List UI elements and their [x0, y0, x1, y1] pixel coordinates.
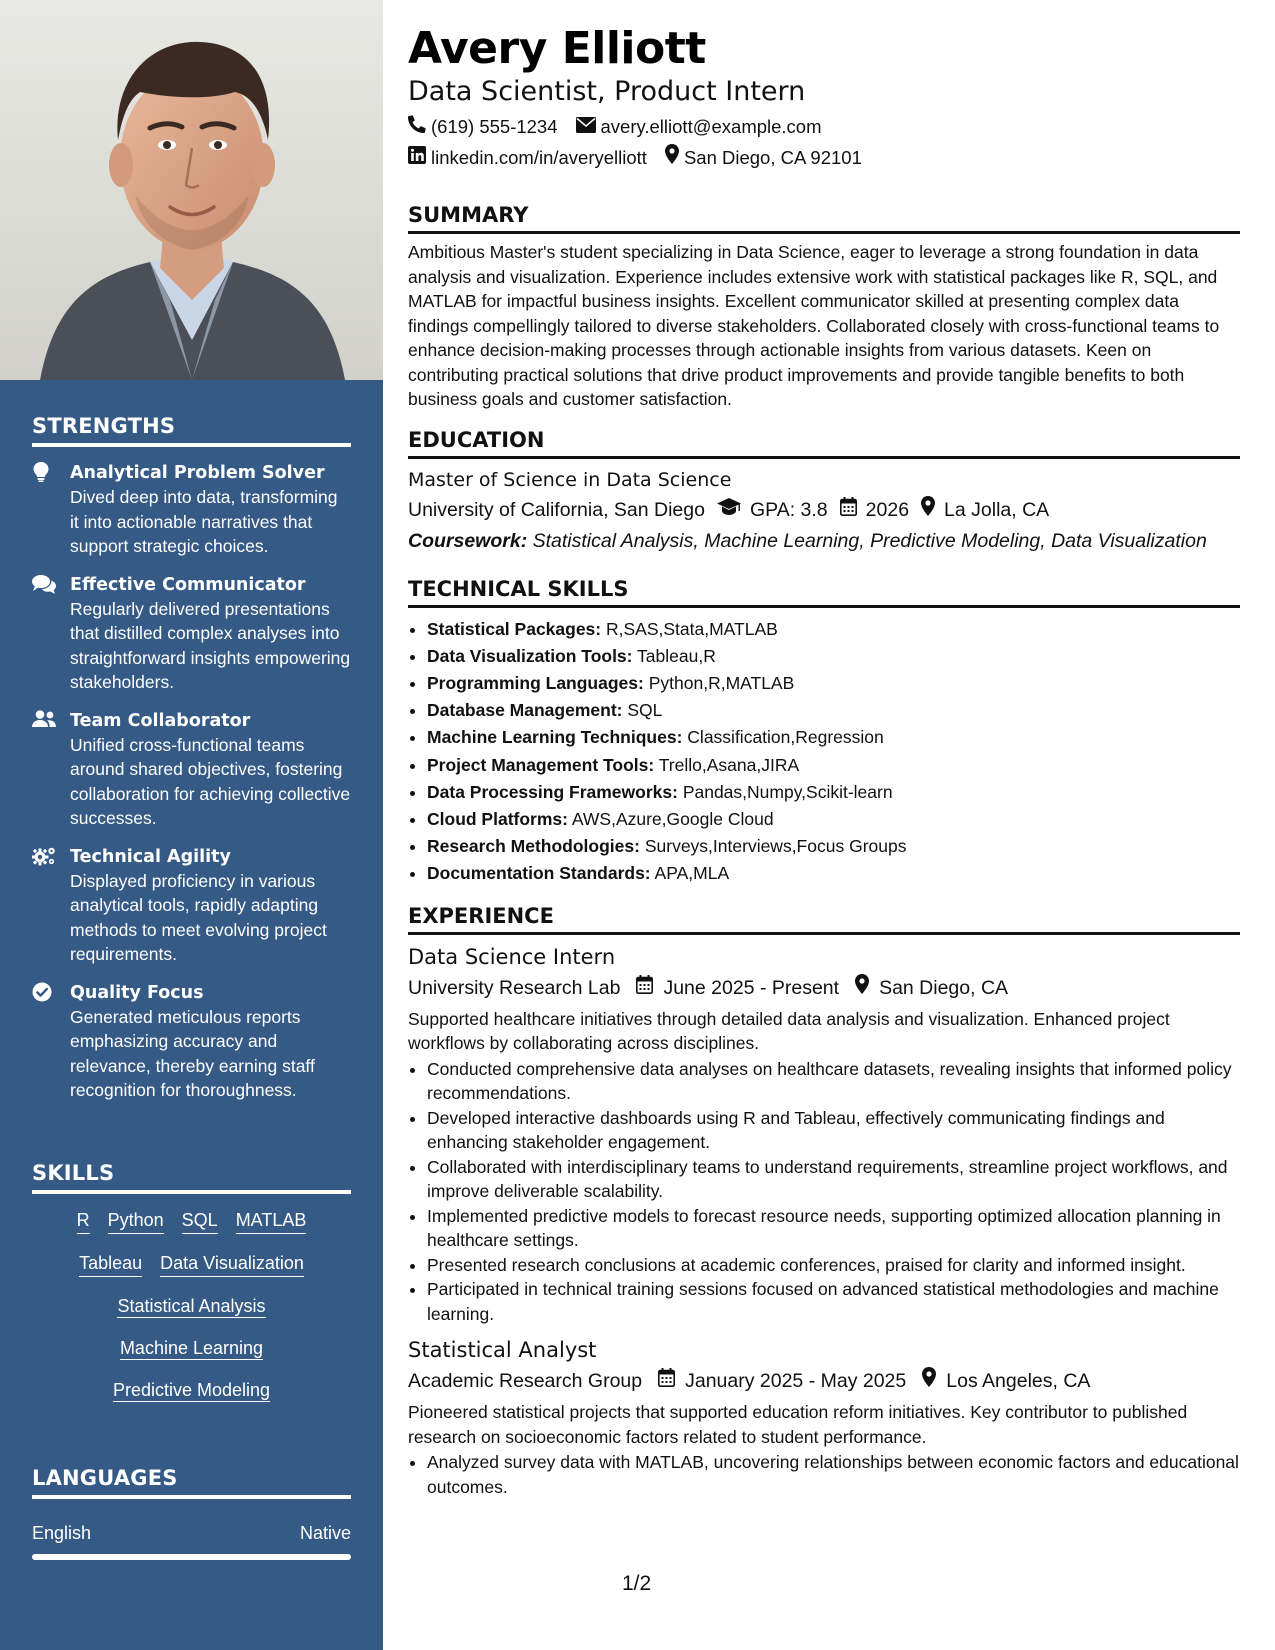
job-title: Statistical Analyst	[408, 1338, 597, 1363]
education-location-text: La Jolla, CA	[944, 498, 1050, 521]
email-contact	[576, 114, 822, 140]
skills-tags	[32, 1208, 351, 1403]
strengths-section	[32, 414, 351, 1103]
coursework-label: Coursework:	[408, 529, 528, 552]
gpa	[717, 496, 828, 524]
list-item: • Data Processing Frameworks: Pandas,Numpy,Scikit-learn	[427, 779, 1240, 806]
language-proficiency-bar	[32, 1554, 351, 1560]
skill-tag: Python	[108, 1208, 164, 1234]
profile-photo	[0, 0, 383, 380]
email-text[interactable]: avery.elliott@example.com	[600, 116, 822, 137]
degree-name: Master of Science in Data Science	[408, 468, 732, 491]
languages-section	[32, 1466, 351, 1560]
education-location	[921, 496, 1049, 524]
phone-text[interactable]: (619) 555-1234	[431, 116, 558, 137]
strength-desc: Displayed proficiency in various analytical tools, rapidly adapting methods to meet evolving project requirements.	[70, 870, 327, 964]
check-circle-icon	[32, 982, 54, 1002]
map-pin-icon	[855, 974, 879, 1002]
skills-heading: SKILLS	[32, 1161, 351, 1194]
experience-section	[408, 902, 1240, 1500]
strength-item	[32, 709, 351, 831]
users-icon	[32, 710, 54, 730]
strength-desc: Dived deep into data, transforming it into actionable narratives that support strategic choices.	[70, 487, 338, 556]
skill-tag: Statistical Analysis	[117, 1296, 266, 1316]
job-dates	[636, 974, 839, 1002]
list-item: • Participated in technical training sessions focused on advanced statistical methodologies and machine learning.	[427, 1277, 1240, 1326]
page-number: 1/2	[622, 1572, 652, 1595]
phone-icon	[408, 114, 431, 140]
skill-tag-row	[52, 1294, 331, 1319]
comments-icon	[32, 574, 54, 594]
technical-skills-heading: TECHNICAL SKILLS	[408, 575, 1240, 608]
strength-desc: Generated meticulous reports emphasizing accuracy and relevance, thereby earning staff recognition for thoroughness.	[70, 1006, 315, 1100]
job-entry	[408, 1336, 1240, 1499]
contact-row	[408, 114, 1240, 140]
candidate-name: Avery Elliott	[408, 23, 706, 74]
linkedin-text[interactable]: linkedin.com/in/averyelliott	[431, 146, 647, 168]
envelope-icon	[576, 114, 601, 140]
strength-title: Quality Focus	[70, 982, 204, 1003]
job-summary: Pioneered statistical projects that supported education reform initiatives. Key contributor to published research on socioeconomic factors related to student performance.	[408, 1402, 1188, 1447]
list-item: • Analyzed survey data with MATLAB, uncovering relationships between economic factors and educational outcomes.	[427, 1450, 1240, 1499]
strength-title: Analytical Problem Solver	[70, 463, 325, 483]
summary-section	[408, 201, 1240, 412]
summary-heading: SUMMARY	[408, 201, 1240, 234]
list-item: • Data Visualization Tools: Tableau,R	[427, 643, 1240, 670]
main-content	[408, 22, 1240, 1499]
job-dates-text: June 2025 - Present	[663, 976, 840, 999]
education-section	[408, 426, 1240, 555]
language-row	[32, 1523, 351, 1544]
languages-heading: LANGUAGES	[32, 1466, 351, 1499]
list-item: • Collaborated with interdisciplinary teams to understand requirements, streamline project workflows, and improve deliverable scalability.	[427, 1155, 1240, 1204]
location-contact	[665, 144, 862, 171]
gears-icon	[32, 846, 54, 866]
skills-section	[32, 1161, 351, 1403]
education-meta	[408, 496, 1240, 524]
skill-tag: SQL	[182, 1208, 218, 1234]
gpa-text: GPA: 3.8	[749, 498, 828, 521]
lightbulb-icon	[32, 462, 54, 482]
location-text: San Diego, CA 92101	[683, 146, 862, 168]
strength-item	[32, 981, 351, 1103]
job-org-text: Academic Research Group	[408, 1370, 643, 1393]
job-org	[408, 1367, 642, 1395]
job-entry	[408, 943, 1240, 1327]
education-heading: EDUCATION	[408, 426, 1240, 459]
technical-skills-list	[408, 616, 1240, 888]
list-item: • Machine Learning Techniques: Classification,Regression	[427, 724, 1240, 751]
graduation-cap-icon	[717, 496, 750, 524]
job-bullets	[408, 1057, 1240, 1327]
linkedin-contact	[408, 145, 647, 171]
skill-tag: Machine Learning	[119, 1338, 264, 1358]
portrait-illustration	[0, 0, 383, 380]
list-item: • Database Management: SQL	[427, 697, 1240, 724]
list-item: • Research Methodologies: Surveys,Interviews,Focus Groups	[427, 833, 1240, 860]
map-pin-icon	[665, 144, 684, 171]
skill-tag-row	[52, 1378, 331, 1403]
list-item: • Developed interactive dashboards using R and Tableau, effectively communicating findings and enhancing stakeholder engagement.	[427, 1106, 1240, 1155]
strength-title: Technical Agility	[70, 846, 231, 867]
calendar-icon	[840, 496, 866, 524]
job-location	[922, 1367, 1090, 1395]
coursework-text: Statistical Analysis, Machine Learning, Predictive Modeling, Data Visualization	[532, 529, 1207, 552]
contact-row-2	[408, 144, 1240, 171]
job-org-text: University Research Lab	[408, 976, 621, 999]
strengths-heading: STRENGTHS	[32, 414, 351, 447]
strength-item	[32, 573, 351, 695]
strength-title: Effective Communicator	[70, 574, 306, 595]
list-item: • Cloud Platforms: AWS,Azure,Google Cloud	[427, 806, 1240, 833]
job-dates-text: January 2025 - May 2025	[685, 1370, 907, 1393]
list-item: • Conducted comprehensive data analyses on healthcare datasets, revealing insights that informed policy recommendations.	[427, 1057, 1240, 1106]
skill-tag: Data Visualization	[160, 1251, 304, 1277]
technical-skills-section	[408, 575, 1240, 888]
language-level: Native	[299, 1523, 351, 1543]
experience-heading: EXPERIENCE	[408, 902, 1240, 935]
graduation-year	[840, 496, 909, 524]
list-item: • Programming Languages: Python,R,MATLAB	[427, 670, 1240, 697]
strength-desc: Unified cross-functional teams around shared objectives, fostering collaboration for achieving collective successes.	[70, 734, 351, 828]
map-pin-icon	[921, 496, 944, 524]
job-bullets	[408, 1450, 1240, 1499]
skill-tag: Tableau	[79, 1251, 142, 1277]
job-location-text: Los Angeles, CA	[946, 1370, 1091, 1393]
list-item: • Implemented predictive models to forecast resource needs, supporting optimized allocation planning in healthcare settings.	[427, 1204, 1240, 1253]
map-pin-icon	[922, 1367, 946, 1395]
calendar-icon	[658, 1367, 685, 1395]
job-location	[855, 974, 1008, 1002]
job-location-text: San Diego, CA	[879, 976, 1009, 999]
phone-contact	[408, 114, 558, 140]
summary-text: Ambitious Master's student specializing in Data Science, eager to leverage a strong foundation in data analysis and visualization. Experience includes extensive work with statistical packages like R, SQL, and MATLAB for impactful business insights. Excellent communicator skilled at presenting complex data findings compellingly tailored to diverse stakeholders. Collaborated closely with cross-functional teams to enhance decision-making processes through actionable insights from various datasets. Keen on contributing practical solutions that drive product improvements and provide tangible benefits to both business goals and customer satisfaction.	[408, 242, 1220, 409]
job-dates	[658, 1367, 906, 1395]
job-meta	[408, 1367, 1240, 1395]
strength-item	[32, 461, 351, 559]
list-item: • Statistical Packages: R,SAS,Stata,MATLAB	[427, 616, 1240, 643]
strength-item	[32, 845, 351, 967]
skill-tag-row	[52, 1336, 331, 1361]
candidate-title: Data Scientist, Product Intern	[408, 76, 806, 107]
skill-tag: MATLAB	[236, 1208, 307, 1234]
year-text: 2026	[865, 498, 910, 521]
sidebar	[0, 0, 383, 1650]
language-name: English	[32, 1523, 92, 1543]
skill-tag: R	[77, 1208, 90, 1234]
list-item: • Presented research conclusions at academic conferences, praised for clarity and informed insight.	[427, 1253, 1240, 1278]
skill-tag: Predictive Modeling	[112, 1380, 271, 1400]
school-name	[408, 496, 705, 524]
strength-desc: Regularly delivered presentations that distilled complex analyses into straightforward insights empowering stakeholders.	[70, 598, 351, 692]
job-title: Data Science Intern	[408, 944, 616, 969]
calendar-icon	[636, 974, 663, 1002]
list-item: • Project Management Tools: Trello,Asana,JIRA	[427, 752, 1240, 779]
strength-title: Team Collaborator	[70, 710, 251, 731]
linkedin-icon	[408, 145, 431, 171]
job-org	[408, 974, 620, 1002]
job-summary: Supported healthcare initiatives through detailed data analysis and visualization. Enhanced project workflows by collaborating across disciplines.	[408, 1008, 1170, 1054]
school-text: University of California, San Diego	[408, 498, 705, 521]
job-meta	[408, 974, 1240, 1002]
list-item: • Documentation Standards: APA,MLA	[427, 860, 1240, 887]
coursework	[408, 527, 1240, 555]
